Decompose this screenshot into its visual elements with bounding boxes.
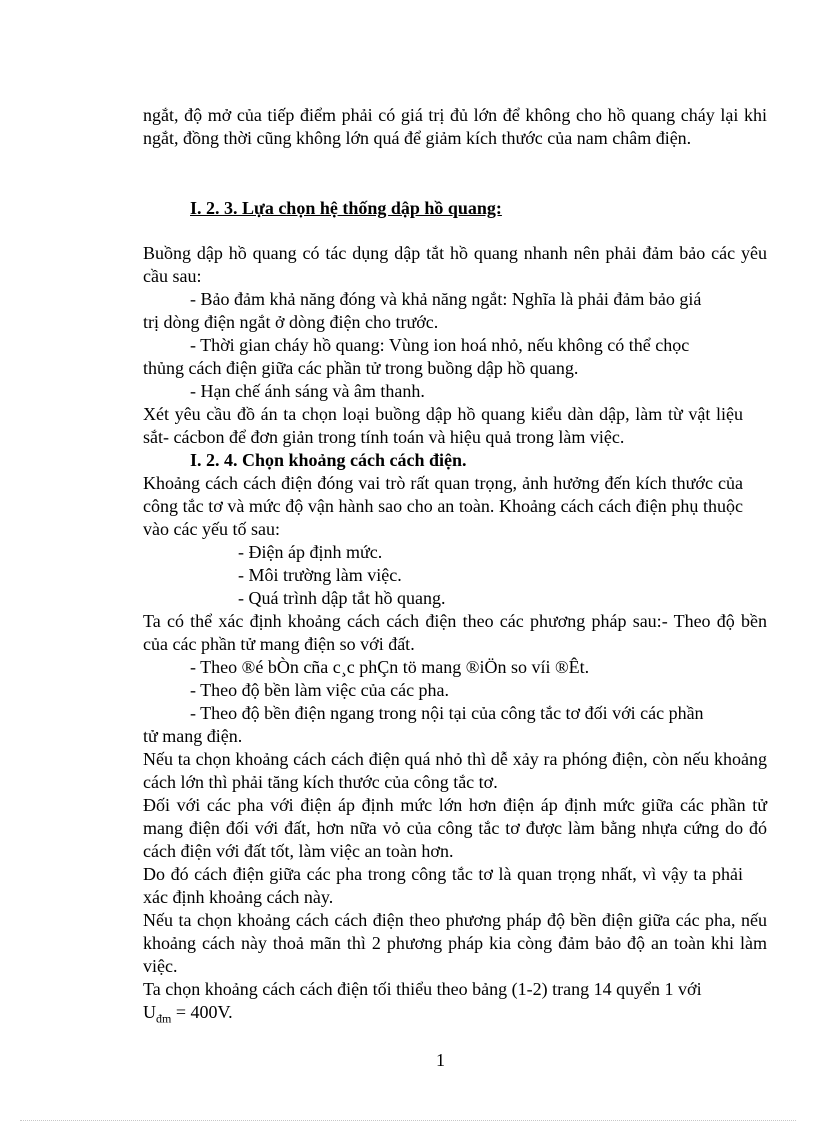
rated-voltage-line	[143, 1001, 443, 1031]
voltage-value: = 400V.	[171, 1002, 233, 1022]
paragraph-doi-voi: Đối với các pha với điện áp định mức lớn hơn điện áp định mức giữa các phần tử mang điện đối với đất, hơn nữa vỏ của công tắc tơ được làm bằng nhựa cứng do đó cách điện với đất tốt, làm việc an toàn hơn.	[143, 795, 767, 861]
footer-divider	[20, 1120, 796, 1121]
section-heading-1-2-3: I. 2. 3. Lựa chọn hệ thống dập hồ quang:	[190, 198, 502, 218]
paragraph-khoang-cach: Khoảng cách cách điện đóng vai trò rất quan trọng, ảnh hưởng đến kích thước của công tắc tơ và mức độ vận hành sao cho an toàn. Khoảng cách cách điện phụ thuộc vào các yếu tố sau:	[143, 473, 743, 539]
requirement-item-2: - Thời gian cháy hồ quang: Vùng ion hoá nhỏ, nếu không có thể chọc	[190, 335, 690, 355]
voltage-symbol: U	[143, 1002, 156, 1022]
page-number: 1	[436, 1050, 445, 1070]
factor-item-3: - Quá trình dập tắt hồ quang.	[238, 588, 446, 608]
method-item-3: - Theo độ bền điện ngang trong nội tại của công tắc tơ đối với các phần	[190, 703, 704, 723]
intro-paragraph: ngắt, độ mở của tiếp điểm phải có giá trị đủ lớn để không cho hồ quang cháy lại khi ngắt, đồng thời cũng không lớn quá để giảm kích thước của nam châm điện.	[143, 105, 767, 148]
paragraph-neu-2: Nếu ta chọn khoảng cách cách điện theo phương pháp độ bền điện giữa các pha, nếu khoảng cách này thoả mãn thì 2 phương pháp kia còng đảm bảo độ an toàn khi làm việc.	[143, 910, 767, 976]
requirement-item-1-cont: trị dòng điện ngắt ở dòng điện cho trước.	[143, 312, 439, 332]
paragraph-ta-chon: Ta chọn khoảng cách cách điện tối thiểu theo bảng (1-2) trang 14 quyển 1 với	[143, 979, 702, 999]
paragraph-buong-dap: Buồng dập hồ quang có tác dụng dập tắt hồ quang nhanh nên phải đảm bảo các yêu cầu sau:	[143, 243, 767, 286]
method-item-1: - Theo ®é bÒn cña c¸c phÇn tö mang ®iÖn so víi ®Êt.	[190, 657, 590, 677]
paragraph-neu-1: Nếu ta chọn khoảng cách cách điện quá nhỏ thì dễ xảy ra phóng điện, còn nếu khoảng cách lớn thì phải tăng kích thước của công tắc tơ.	[143, 749, 767, 792]
requirement-item-1: - Bảo đảm khả năng đóng và khả năng ngắt: Nghĩa là phải đảm bảo giá	[190, 289, 702, 309]
method-item-3-cont: tử mang điện.	[143, 726, 243, 746]
section-heading-1-2-4: I. 2. 4. Chọn khoảng cách cách điện.	[190, 450, 467, 470]
paragraph-ta-co: Ta có thể xác định khoảng cách cách điện theo các phương pháp sau:- Theo độ bền của các phần tử mang điện so với đất.	[143, 611, 767, 654]
requirement-item-3: - Hạn chế ánh sáng và âm thanh.	[190, 381, 425, 401]
method-item-2: - Theo độ bền làm việc của các pha.	[190, 680, 450, 700]
voltage-subscript: đm	[156, 1011, 172, 1026]
requirement-item-2-cont: thủng cách điện giữa các phần tử trong buồng dập hồ quang.	[143, 358, 579, 378]
factor-item-1: - Điện áp định mức.	[238, 542, 383, 562]
factor-item-2: - Môi trường làm việc.	[238, 565, 402, 585]
paragraph-do-do: Do đó cách điện giữa các pha trong công tắc tơ là quan trọng nhất, vì vậy ta phải xác định khoảng cách này.	[143, 864, 743, 907]
paragraph-xet: Xét yêu cầu đồ án ta chọn loại buồng dập hồ quang kiểu dàn dập, làm từ vật liệu sắt- cácbon để đơn giản trong tính toán và hiệu quả trong làm việc.	[143, 404, 743, 447]
